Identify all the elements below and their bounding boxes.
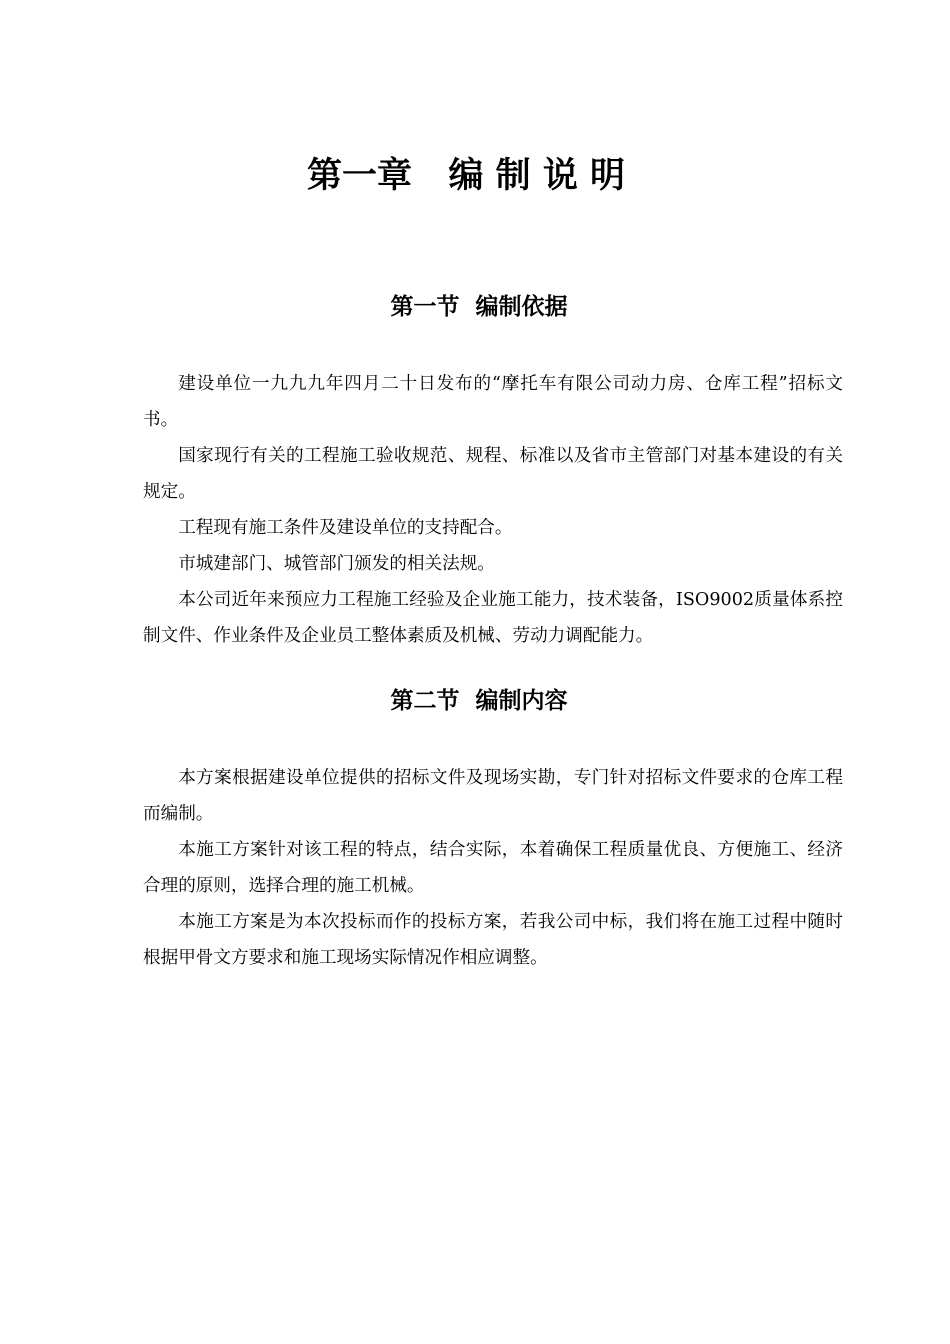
- paragraph: 本公司近年来预应力工程施工经验及企业施工能力，技术装备，ISO9002质量体系控制文件、作业条件及企业员工整体素质及机械、劳动力调配能力。: [143, 590, 843, 646]
- section-body-basis: [143, 366, 843, 654]
- chapter-title: 第一章 编 制 说 明: [306, 156, 626, 196]
- paragraph: 本施工方案针对该工程的特点，结合实际，本着确保工程质量优良、方便施工、经济合理的原则，选择合理的施工机械。: [143, 840, 843, 896]
- paragraph: 工程现有施工条件及建设单位的支持配合。: [178, 518, 513, 538]
- paragraph: 国家现行有关的工程施工验收规范、规程、标准以及省市主管部门对基本建设的有关规定。: [143, 446, 843, 502]
- section-title-basis: 第一节 编制依据: [390, 294, 568, 320]
- paragraph: 本方案根据建设单位提供的招标文件及现场实勘，专门针对招标文件要求的仓库工程而编制。: [143, 768, 843, 824]
- paragraph: 本施工方案是为本次投标而作的投标方案，若我公司中标，我们将在施工过程中随时根据甲骨文方要求和施工现场实际情况作相应调整。: [143, 912, 843, 968]
- section-title-content: 第二节 编制内容: [390, 688, 568, 714]
- section-body-content: [143, 760, 843, 976]
- paragraph: 建设单位一九九九年四月二十日发布的“摩托车有限公司动力房、仓库工程”招标文书。: [143, 374, 843, 430]
- paragraph: 市城建部门、城管部门颁发的相关法规。: [178, 554, 495, 574]
